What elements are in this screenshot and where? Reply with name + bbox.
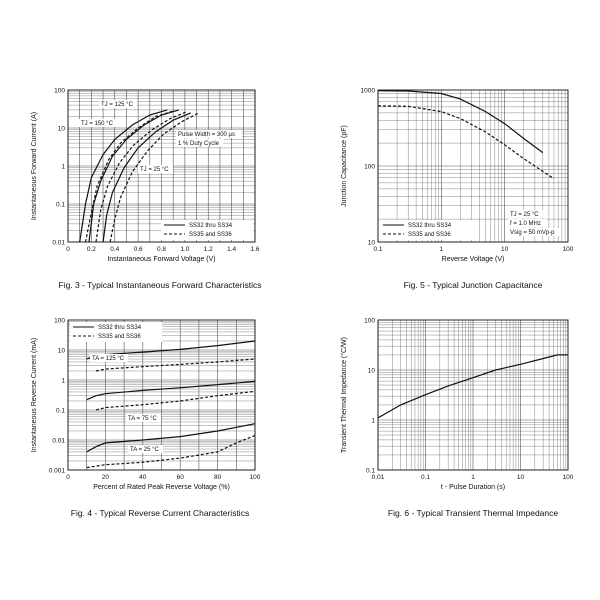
x-axis-label: Instantaneous Forward Voltage (V) <box>107 256 216 263</box>
x-tick-label: 60 <box>176 474 184 481</box>
x-tick-label: 0.01 <box>371 474 385 481</box>
x-tick-label: 0 <box>66 246 70 253</box>
annotation-label: f = 1.0 MHz <box>510 221 541 227</box>
annotation-label: Pulse Width = 300 µs <box>178 132 235 138</box>
annotation-label: TJ = 125 °C <box>101 102 133 108</box>
y-tick-label: 0.01 <box>52 239 65 247</box>
grid <box>378 320 568 470</box>
y-axis-label: Instantaneous Reverse Current (mA) <box>31 337 38 453</box>
x-tick-label: 80 <box>213 474 222 481</box>
annotation-label: TA = 125 °C <box>92 356 125 362</box>
legend <box>70 322 162 342</box>
y-tick-label: 10 <box>57 125 65 133</box>
y-tick-label: 1 <box>61 163 65 171</box>
legend-label: SS32 thru SS34 <box>189 223 233 229</box>
y-tick-label: 100 <box>54 87 65 95</box>
chart-1 <box>31 87 261 290</box>
y-tick-label: 100 <box>364 317 375 325</box>
x-tick-label: 1.4 <box>227 246 237 253</box>
y-tick-label: 1000 <box>360 87 375 95</box>
y-tick-label: 1 <box>61 377 65 385</box>
y-axis-label: Junction Capacitance (pF) <box>341 125 348 207</box>
y-tick-label: 0.1 <box>55 407 65 415</box>
x-tick-label: 1.0 <box>180 246 190 253</box>
legend-label: SS32 thru SS34 <box>408 223 452 229</box>
y-tick-label: 0.1 <box>55 201 65 209</box>
series-line-2 <box>378 106 554 179</box>
x-axis-label: Reverse Voltage (V) <box>441 256 505 263</box>
chart-2 <box>341 87 574 290</box>
legend-label: SS35 and SS36 <box>408 232 451 238</box>
legend-label: SS32 thru SS34 <box>98 325 142 331</box>
annotation-label: TJ = 25 °C <box>140 167 169 173</box>
x-tick-label: 1 <box>471 474 475 481</box>
legend <box>380 220 472 240</box>
y-axis-label: Transient Thermal Impedance (°C/W) <box>341 336 348 454</box>
series-line-3 <box>87 381 255 399</box>
annotation-label: 1 % Duty Cycle <box>178 141 220 147</box>
legend-label: SS35 and SS36 <box>98 334 141 340</box>
chart-3 <box>31 317 261 518</box>
y-tick-label: 0.01 <box>52 437 65 445</box>
x-tick-label: 100 <box>562 246 574 253</box>
y-axis-label: Instantaneous Forward Current (A) <box>31 111 38 221</box>
legend <box>161 220 253 240</box>
y-tick-label: 10 <box>367 239 375 247</box>
y-tick-label: 100 <box>364 163 375 171</box>
y-tick-label: 0.001 <box>48 467 65 475</box>
y-tick-label: 10 <box>367 367 375 375</box>
x-tick-label: 0.1 <box>420 474 431 481</box>
figure-caption: Fig. 4 - Typical Reverse Current Characteristics <box>70 508 250 518</box>
series-line-4 <box>96 391 255 410</box>
x-tick-label: 1.2 <box>203 246 213 253</box>
chart-4 <box>340 317 574 518</box>
x-tick-label: 20 <box>101 474 110 481</box>
y-tick-label: 1 <box>371 417 375 425</box>
series-line-2 <box>86 111 174 242</box>
annotation-label: TJ = 150 °C <box>81 121 113 127</box>
x-tick-label: 1 <box>439 246 444 253</box>
figure-caption: Fig. 5 - Typical Junction Capacitance <box>403 280 543 290</box>
annotation-label: TJ = 25 °C <box>510 212 539 218</box>
legend-label: SS35 and SS36 <box>189 232 232 238</box>
y-tick-label: 100 <box>54 317 65 325</box>
figure-caption: Fig. 6 - Typical Transient Thermal Impedance <box>387 508 559 518</box>
x-axis-label: t - Pulse Duration (s) <box>440 484 506 491</box>
annotation-label: TA = 25 °C <box>130 447 159 453</box>
x-tick-label: 1.6 <box>250 246 260 253</box>
annotation-label: Vsig = 50 mVp-p <box>510 230 555 236</box>
x-tick-label: 0.1 <box>373 246 383 253</box>
x-tick-label: 0 <box>66 474 70 481</box>
x-axis-label: Percent of Rated Peak Reverse Voltage (%) <box>93 484 230 491</box>
x-tick-label: 100 <box>562 474 574 481</box>
series-line-6 <box>87 436 255 468</box>
x-tick-label: 0.4 <box>110 246 120 253</box>
x-tick-label: 10 <box>501 246 509 253</box>
x-tick-label: 0.2 <box>86 246 96 253</box>
x-tick-label: 0.8 <box>156 246 167 253</box>
annotation-label: TA = 75 °C <box>128 416 157 422</box>
figure-caption: Fig. 3 - Typical Instantaneous Forward Characteristics <box>58 280 262 290</box>
x-tick-label: 10 <box>516 474 525 481</box>
x-tick-label: 40 <box>139 474 147 481</box>
y-tick-label: 0.1 <box>365 467 375 475</box>
series-line-5 <box>87 424 255 452</box>
y-tick-label: 10 <box>57 347 65 355</box>
x-tick-label: 0.6 <box>133 246 143 253</box>
x-tick-label: 100 <box>249 474 261 481</box>
